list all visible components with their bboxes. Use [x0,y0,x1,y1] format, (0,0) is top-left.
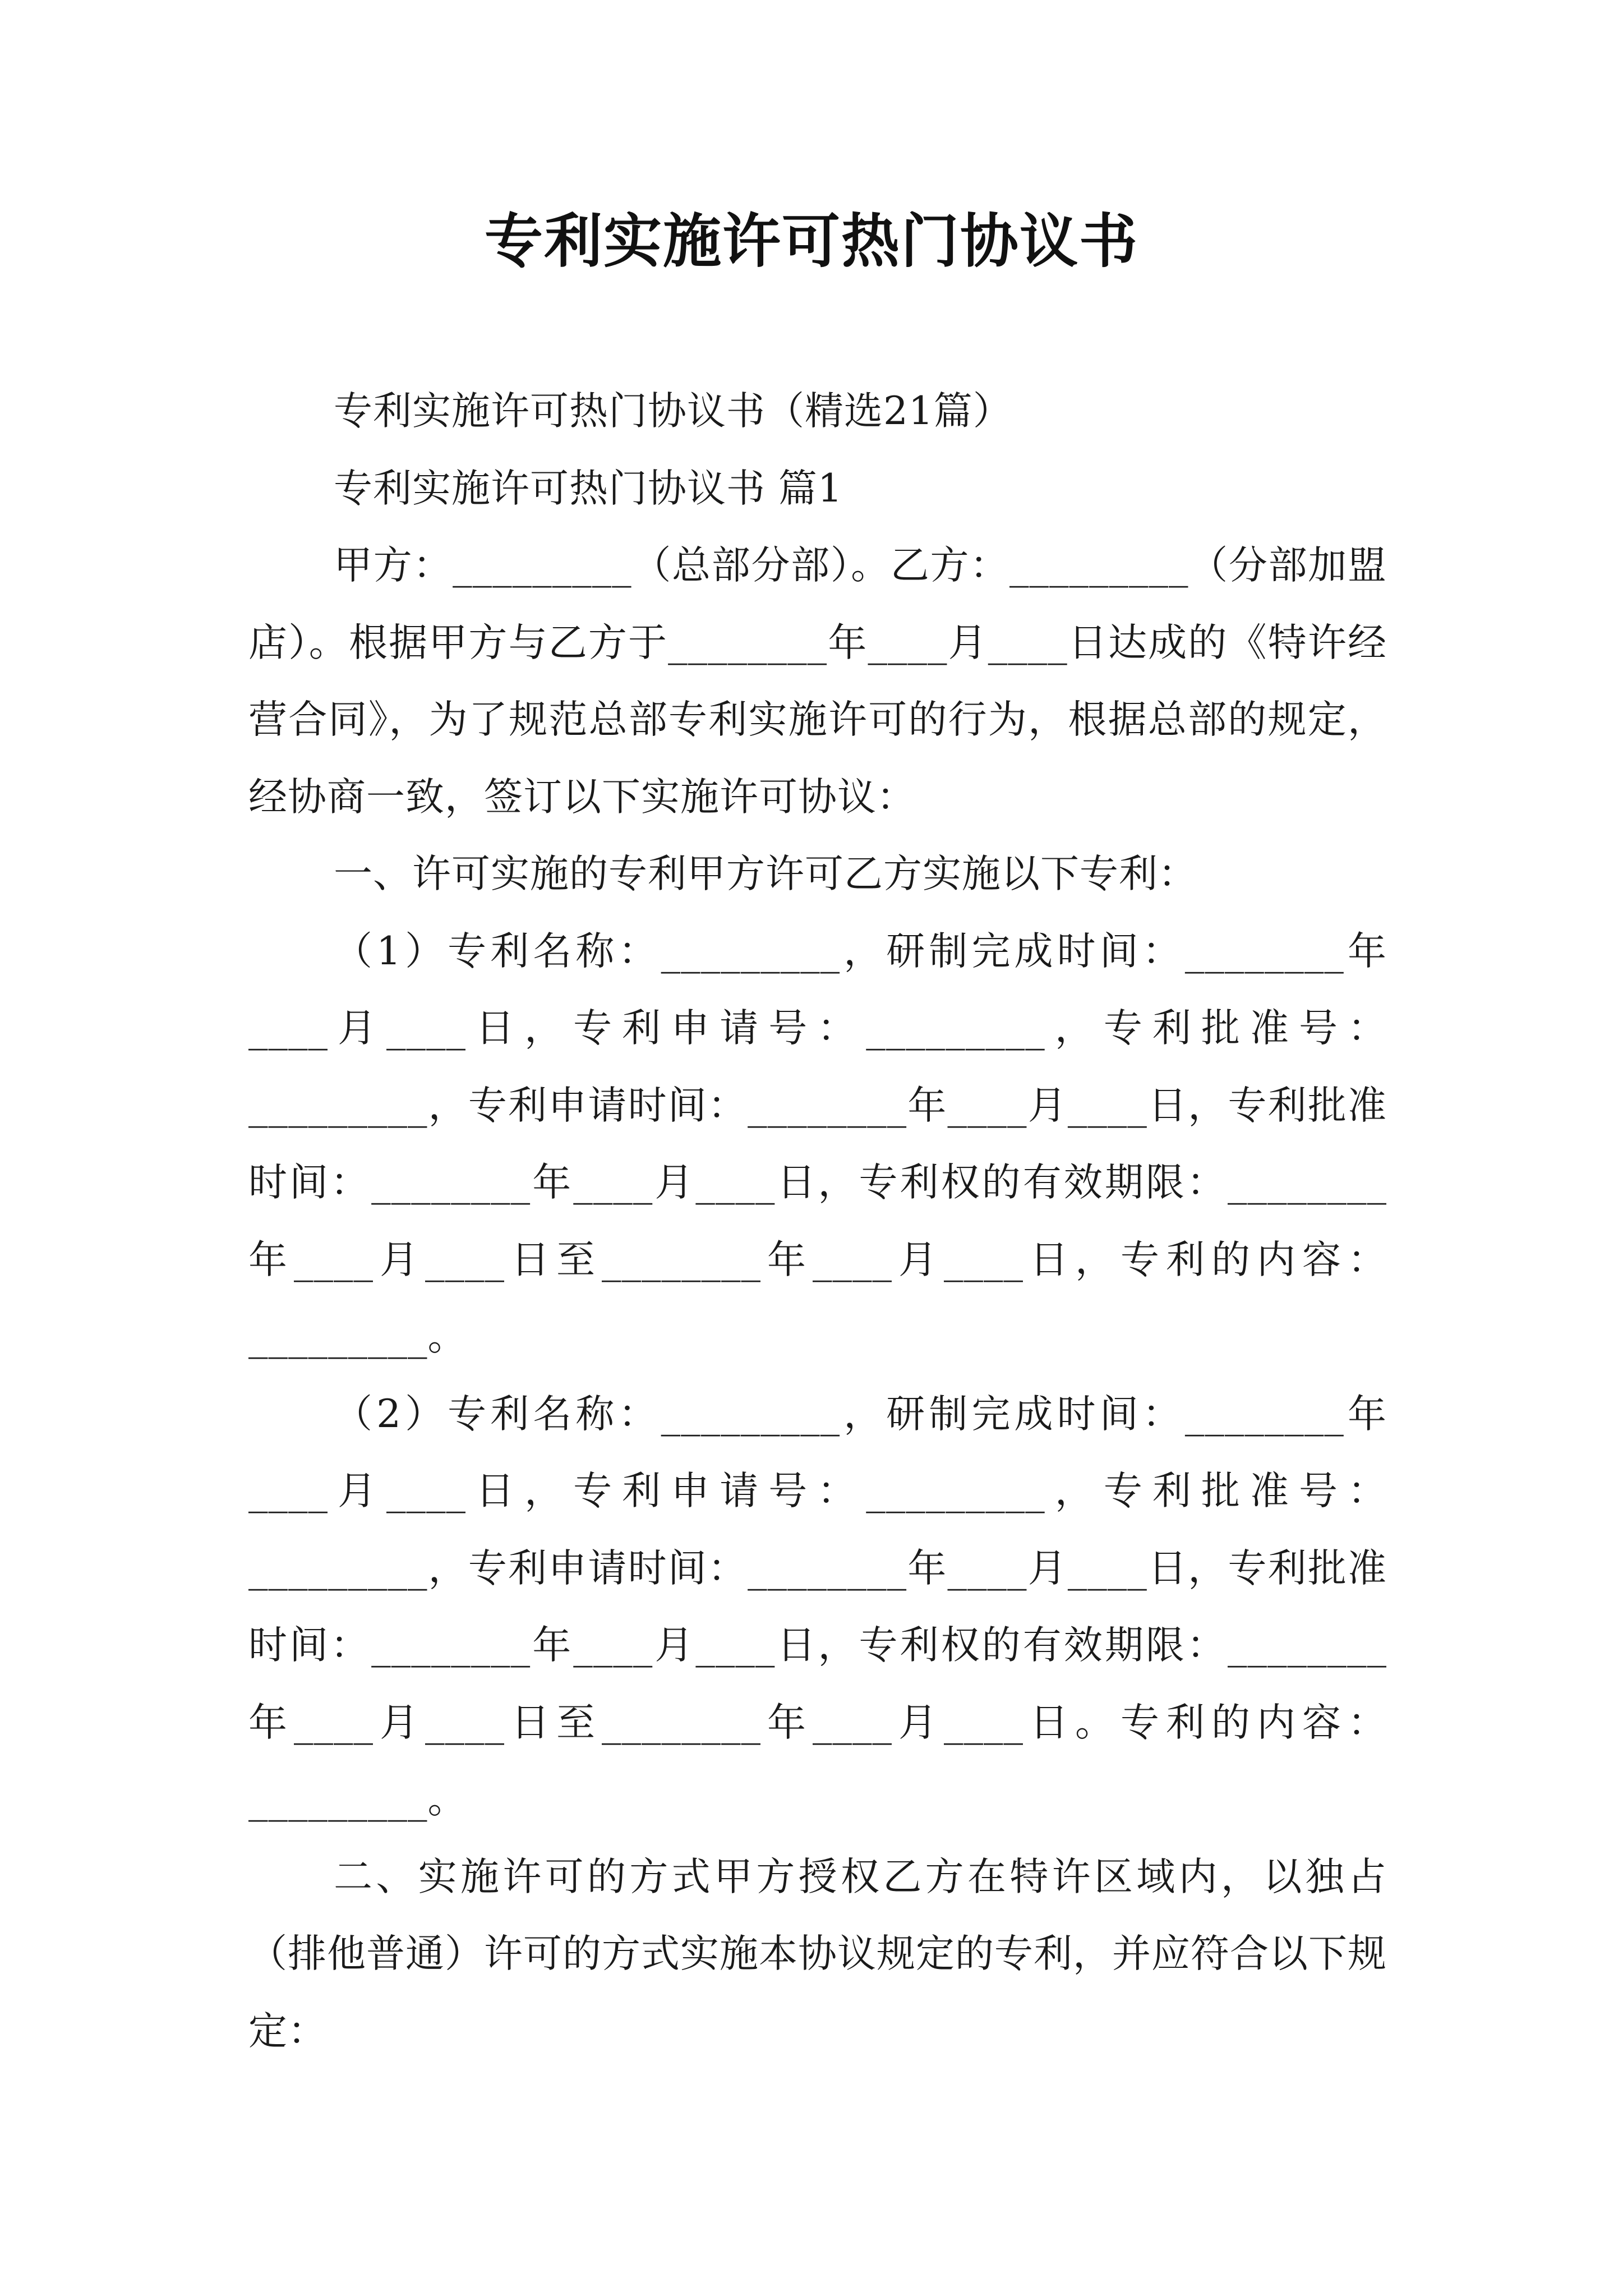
paragraph-clause-2: 二、实施许可的方式甲方授权乙方在特许区域内，以独占（排他普通）许可的方式实施本协议规定的专利，并应符合以下规定： [248,1854,1387,2054]
paragraph-subtitle: 专利实施许可热门协议书（精选21篇） [334,389,1012,434]
paragraph-patent-2: （2）专利名称：_________，研制完成时间：________年____月____日，专利申请号：_________，专利批准号：_________，专利申请时间：________年____月____日，专利批准时间：________年____月____日，专利权的有效期限：________年____月____日至________年____月____日。专利的内容：_________。 [248,1391,1387,1822]
document-title: 专利实施许可热门协议书 [484,206,1138,275]
paragraph-section-heading: 专利实施许可热门协议书 篇1 [334,466,843,511]
document-body [248,373,1387,2070]
paragraph-parties: 甲方：_________（总部分部）。乙方：_________（分部加盟店）。根据甲方与乙方于________年____月____日达成的《特许经营合同》，为了规范总部专利实施许可的行为，根据总部的规定，经协商一致，签订以下实施许可协议： [248,543,1387,820]
paragraph-clause-1: 一、许可实施的专利甲方许可乙方实施以下专利： [334,852,1197,896]
paragraph-patent-1: （1）专利名称：_________，研制完成时间：________年____月____日，专利申请号：_________，专利批准号：_________，专利申请时间：________年____月____日，专利批准时间：________年____月____日，专利权的有效期限：________年____月____日至________年____月____日，专利的内容：_________。 [248,928,1387,1359]
